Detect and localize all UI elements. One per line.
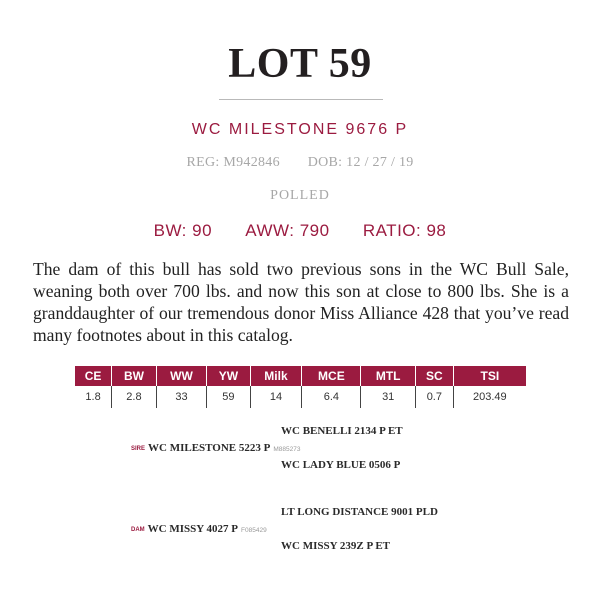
epd-header-tsi: TSI xyxy=(453,366,526,386)
epd-value-mtl: 31 xyxy=(361,386,416,408)
dam-tag: DAM xyxy=(131,527,145,533)
epd-header-sc: SC xyxy=(416,366,454,386)
pedigree-dam xyxy=(131,523,267,535)
registration-number: REG: M942846 xyxy=(186,155,280,170)
sire-registration: M885273 xyxy=(273,446,301,453)
epd-value-bw: 2.8 xyxy=(112,386,157,408)
lot-footnote: The dam of this bull has sold two previous sons in the WC Bull Sale, weaning both over 700 lbs. and now this son at close to 800 lbs. She is a granddaughter of our tremendous donor Miss Alliance 428 that you’ve read many footnotes about in this catalog. xyxy=(33,259,569,345)
epd-header-mtl: MTL xyxy=(361,366,416,386)
pedigree-dam-dam: WC MISSY 239Z P ET xyxy=(281,540,391,552)
dam-registration: F085429 xyxy=(241,527,267,534)
pedigree-sire-dam: WC LADY BLUE 0506 P xyxy=(281,459,401,471)
weight-summary xyxy=(0,221,600,241)
sire-tag: SIRE xyxy=(131,446,146,452)
bull-name: WC MILESTONE 9676 P xyxy=(191,121,409,138)
lot-title: LOT 59 xyxy=(228,41,372,87)
epd-value-row xyxy=(75,386,526,408)
epd-header-row xyxy=(75,366,526,386)
epd-value-tsi: 203.49 xyxy=(453,386,526,408)
epd-value-ww: 33 xyxy=(156,386,206,408)
epd-header-ce: CE xyxy=(75,366,112,386)
epd-header-yw: YW xyxy=(207,366,250,386)
epd-value-ce: 1.8 xyxy=(85,391,101,403)
epd-value-yw: 59 xyxy=(207,386,250,408)
registration-line xyxy=(0,155,600,171)
epd-header-milk: Milk xyxy=(250,366,302,386)
title-divider xyxy=(219,99,383,100)
epd-value-mce: 6.4 xyxy=(302,386,361,408)
polled-status: POLLED xyxy=(270,188,330,203)
weaning-ratio: RATIO: 98 xyxy=(362,221,447,240)
date-of-birth: DOB: 12 / 27 / 19 xyxy=(307,155,414,170)
pedigree-dam-sire: LT LONG DISTANCE 9001 PLD xyxy=(281,506,438,518)
pedigree-sire xyxy=(131,442,300,454)
epd-header-bw: BW xyxy=(112,366,157,386)
pedigree-sire-sire: WC BENELLI 2134 P ET xyxy=(281,425,403,437)
birth-weight: BW: 90 xyxy=(153,221,213,240)
epd-value-milk: 14 xyxy=(250,386,302,408)
epd-header-ww: WW xyxy=(156,366,206,386)
epd-table xyxy=(75,366,526,408)
adjusted-weaning-weight: AWW: 790 xyxy=(245,221,330,240)
epd-header-mce: MCE xyxy=(302,366,361,386)
dam-name: WC MISSY 4027 P xyxy=(147,523,239,535)
sire-name: WC MILESTONE 5223 P xyxy=(148,442,271,454)
epd-value-sc: 0.7 xyxy=(416,386,454,408)
